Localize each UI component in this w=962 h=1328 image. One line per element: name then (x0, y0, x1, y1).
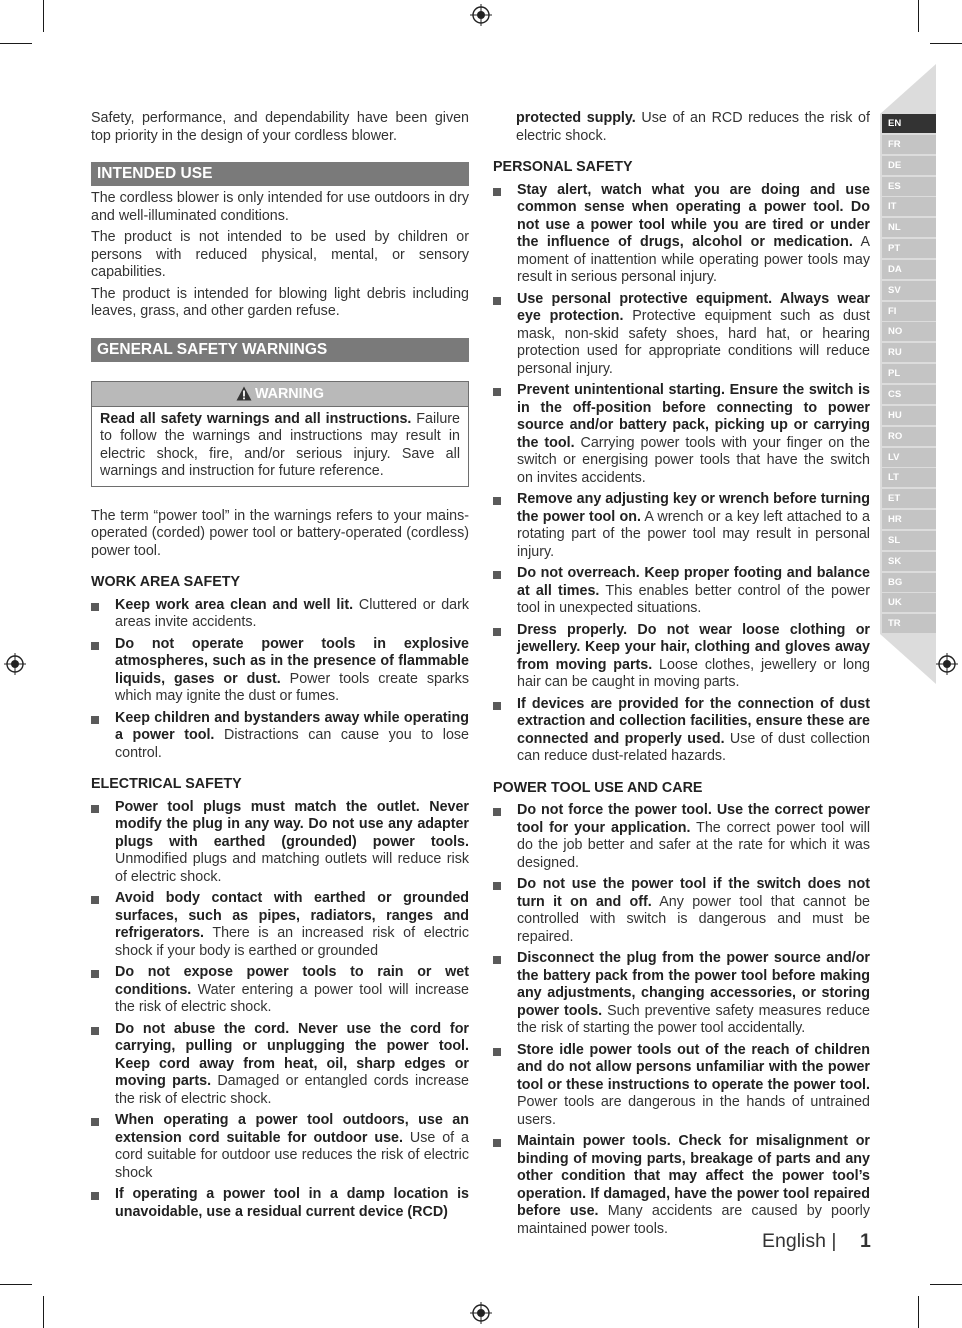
list-item-text: Protective equipment such as dust mask, non-skid safety shoes, hard hat, or hearing protection used for appropriate conditions will reduce personal injury. (517, 308, 870, 377)
registration-mark-icon (470, 4, 492, 26)
list-item-bold: Do not use the power tool if the switch does not turn it on and off. (517, 876, 870, 910)
language-tab-et[interactable]: ET (882, 489, 936, 508)
language-tab-pt[interactable]: PT (882, 239, 936, 258)
list-item-bold: Do not force the power tool. Use the correct power tool for your application. (517, 802, 870, 836)
list-item-bold: Do not abuse the cord. Never use the cord for carrying, pulling or unplugging the power tool. Keep cord away from heat, oil, sharp edges or moving parts. (115, 1020, 469, 1089)
intended-use-paragraph: The cordless blower is only intended for use outdoors in dry and well-illuminated conditions. (91, 190, 469, 224)
crop-mark (43, 1296, 44, 1328)
warning-text (92, 407, 468, 486)
list-item-bold: When operating a power tool outdoors, use an extension cord suitable for outdoor use. (115, 1112, 469, 1146)
list-item (493, 182, 870, 287)
bullet-square-icon (91, 603, 99, 611)
bullet-square-icon (493, 497, 501, 505)
bullet-square-icon (91, 896, 99, 904)
list-item-bold: If devices are provided for the connection of dust extraction and collection facilities, ensure these are connected and properly used. (517, 695, 870, 747)
language-tab-uk[interactable]: UK (882, 593, 936, 612)
list-item-text: Any power tool that cannot be controlled with switch is dangerous and must be repaired. (517, 893, 870, 945)
intro-paragraph: Safety, performance, and dependability have been given top priority in the design of your cordless blower. (91, 110, 469, 144)
list-item-text: Distractions can cause you to lose control. (115, 727, 470, 761)
list-item-bold: Prevent unintentional starting. Ensure the switch is in the off-position before connecting to power source and/or battery pack, picking up or carrying the tool. (517, 382, 870, 451)
list-item (493, 876, 870, 946)
list-item-bold: Dress properly. Do not wear loose clothing or jewellery. Keep your hair, clothing and gloves away from moving parts. (517, 621, 870, 673)
language-tab-no[interactable]: NO (882, 322, 936, 341)
personal-list (493, 182, 870, 766)
list-item-text: This enables better control of the power tool in unexpected situations. (517, 582, 870, 616)
language-tab-en[interactable]: EN (882, 114, 936, 133)
language-tab-ru[interactable]: RU (882, 343, 936, 362)
list-item-text: There is an increased risk of electric shock if your body is earthed or grounded (115, 925, 469, 959)
language-tab-tr[interactable]: TR (882, 614, 936, 633)
bullet-square-icon (91, 805, 99, 813)
bullet-square-icon (493, 702, 501, 710)
list-item-text: Damaged or entangled cords increase the risk of electric shock. (115, 1073, 469, 1107)
intended-use-paragraph: The product is intended for blowing light debris including leaves, grass, and other garden refuse. (91, 285, 469, 319)
list-item-bold: Keep children and bystanders away while operating a power tool. (115, 709, 469, 743)
language-tab-list (882, 114, 936, 635)
bullet-square-icon (493, 571, 501, 579)
language-tab-es[interactable]: ES (882, 177, 936, 196)
list-item-bold: If operating a power tool in a damp location is unavoidable, use a residual current device (RCD) (115, 1186, 469, 1220)
list-item-bold: Do not operate power tools in explosive atmospheres, such as in the presence of flammable liquids, gases or dust. (115, 635, 469, 687)
language-tab-hu[interactable]: HU (882, 406, 936, 425)
list-item-text: The correct power tool will do the job better and safer at the rate for which it was designed. (517, 819, 870, 871)
list-item (91, 890, 469, 960)
bullet-square-icon (493, 1139, 501, 1147)
list-item (493, 491, 870, 561)
bullet-square-icon (493, 388, 501, 396)
list-item-bold: Maintain power tools. Check for misalignment or binding of moving parts, breakage of parts and any other condition that may affect the power tool’s operation. If damaged, have the power tool repaired before use. (517, 1133, 870, 1219)
list-item-text: Cluttered or dark areas invite accidents. (115, 596, 470, 630)
language-tab-hr[interactable]: HR (882, 510, 936, 529)
language-tab-nl[interactable]: NL (882, 218, 936, 237)
bullet-square-icon (493, 297, 501, 305)
crop-mark (0, 1284, 32, 1285)
list-item-text: Power tools are dangerous in the hands of untrained users. (517, 1094, 870, 1128)
list-item-bold: Do not expose power tools to rain or wet conditions. (115, 964, 469, 998)
warning-label: WARNING (254, 385, 325, 402)
list-item-bold: Use personal protective equipment. Always wear eye protection. (517, 290, 870, 324)
crop-mark (43, 0, 44, 32)
language-tab-bg[interactable]: BG (882, 573, 936, 592)
registration-mark-icon (470, 1302, 492, 1324)
tool-use-list (493, 802, 870, 1238)
bullet-square-icon (91, 642, 99, 650)
bullet-square-icon (493, 188, 501, 196)
list-item-text: Such preventive safety measures reduce the risk of starting the power tool accidentally. (517, 1002, 870, 1036)
section-heading-general-safety: GENERAL SAFETY WARNINGS (91, 338, 469, 362)
warning-box-header (92, 382, 468, 407)
language-tab-da[interactable]: DA (882, 260, 936, 279)
crop-mark (930, 1284, 962, 1285)
rcd-text: Use of an RCD reduces the risk of electric shock. (516, 110, 870, 144)
subheading-personal: PERSONAL SAFETY (493, 159, 633, 175)
language-tab-lt[interactable]: LT (882, 468, 936, 487)
registration-mark-icon (936, 653, 958, 675)
crop-mark (930, 43, 962, 44)
list-item-bold: Power tool plugs must match the outlet. Never modify the plug in any way. Do not use any adapter plugs with earthed (grounded) power tools. (115, 798, 469, 850)
list-item (91, 710, 469, 763)
list-item-text: Power tools create sparks which may ignite the dust or fumes. (115, 670, 469, 704)
list-item-text: Many accidents are caused by poorly maintained power tools. (517, 1203, 871, 1237)
language-tab-cs[interactable]: CS (882, 385, 936, 404)
list-item (91, 636, 469, 706)
list-item (91, 1112, 469, 1182)
warning-triangle-icon (236, 386, 252, 401)
bullet-square-icon (493, 808, 501, 816)
list-item-bold: Avoid body contact with earthed or grounded surfaces, such as pipes, radiators, ranges and refrigerators. (115, 890, 469, 941)
list-item (91, 1186, 469, 1221)
list-item-bold: Disconnect the plug from the power source and/or the battery pack from the power tool before making any adjustments, changing accessories, or storing power tools. (517, 950, 870, 1019)
language-tab-sk[interactable]: SK (882, 552, 936, 571)
list-item (493, 622, 870, 692)
list-item-text: A moment of inattention while operating power tools may result in serious personal injury. (517, 234, 870, 285)
page-footer (762, 1229, 871, 1253)
list-item (493, 291, 870, 379)
list-item (91, 964, 469, 1017)
list-item-text: Use of a cord suitable for outdoor use reduces the risk of electric shock (115, 1129, 470, 1181)
right-column (493, 110, 870, 1242)
warning-bold-text: Read all safety warnings and all instructions. (100, 410, 412, 427)
warning-box (91, 381, 469, 487)
list-item (493, 1042, 870, 1130)
list-item (91, 799, 469, 887)
bullet-square-icon (493, 628, 501, 636)
language-tab-de[interactable]: DE (882, 156, 936, 175)
list-item (493, 950, 870, 1038)
language-tab-it[interactable]: IT (882, 197, 936, 216)
language-tab-pl[interactable]: PL (882, 364, 936, 383)
list-item (493, 382, 870, 487)
language-tab-ro[interactable]: RO (882, 427, 936, 446)
list-item-text: Use of dust collection can reduce dust-related hazards. (517, 730, 870, 764)
list-item-text: Carrying power tools with your finger on the switch or energising power tools that have the switch on invites accidents. (517, 434, 871, 486)
rcd-bold: protected supply. (516, 110, 636, 126)
list-item-bold: Stay alert, watch what you are doing and use common sense when operating a power tool. Do not use a power tool while you are tired or under the influence of drugs, alcohol or medication. (517, 181, 870, 250)
bullet-square-icon (91, 1118, 99, 1126)
subheading-work-area: WORK AREA SAFETY (91, 574, 241, 590)
bullet-square-icon (493, 956, 501, 964)
crop-mark (918, 1296, 919, 1328)
intended-use-paragraph: The product is not intended to be used by children or persons with reduced physical, mental, or sensory capabilities. (91, 229, 469, 280)
language-tab-sv[interactable]: SV (882, 281, 936, 300)
section-heading-intended-use: INTENDED USE (91, 162, 469, 186)
list-item-bold: Do not overreach. Keep proper footing and balance at all times. (517, 565, 870, 599)
left-column (91, 110, 469, 1225)
list-item (493, 696, 870, 766)
bullet-square-icon (91, 970, 99, 978)
subheading-electrical: ELECTRICAL SAFETY (91, 776, 242, 792)
list-item (493, 802, 870, 872)
language-tab-fi[interactable]: FI (882, 302, 936, 321)
rcd-continued-paragraph (493, 110, 870, 145)
list-item (493, 565, 870, 618)
list-item-text: A wrench or a key left attached to a rotating part of the power tool may result in personal injury. (517, 508, 870, 560)
list-item-bold: Keep work area clean and well lit. (115, 596, 354, 613)
bullet-square-icon (91, 716, 99, 724)
list-item-text: Water entering a power tool will increase the risk of electric shock. (115, 981, 469, 1015)
list-item (91, 597, 469, 632)
bullet-square-icon (493, 1048, 501, 1056)
list-item-text: Unmodified plugs and matching outlets will reduce risk of electric shock. (115, 851, 469, 885)
bullet-square-icon (91, 1027, 99, 1035)
subheading-tool-use: POWER TOOL USE AND CARE (493, 779, 703, 796)
work-area-list (91, 597, 469, 763)
bullet-square-icon (91, 1192, 99, 1200)
registration-mark-icon (4, 653, 26, 675)
crop-mark (0, 43, 32, 44)
page-number: 1 (860, 1230, 871, 1252)
bullet-square-icon (493, 882, 501, 890)
list-item (91, 1021, 469, 1109)
electrical-list (91, 799, 469, 1222)
list-item-text: Loose clothes, jewellery or long hair can be caught in moving parts. (517, 656, 870, 690)
list-item-bold: Remove any adjusting key or wrench before turning the power tool on. (517, 491, 870, 525)
crop-mark (918, 0, 919, 32)
list-item (493, 1133, 870, 1238)
language-tab-sl[interactable]: SL (882, 531, 936, 550)
language-tab-lv[interactable]: LV (882, 448, 936, 467)
list-item-bold: Store idle power tools out of the reach of children and do not allow persons unfamiliar with the power tool or these instructions to operate the power tool. (517, 1041, 870, 1093)
language-tab-fr[interactable]: FR (882, 135, 936, 154)
footer-language: English | (762, 1230, 837, 1252)
power-tool-term-paragraph: The term “power tool” in the warnings refers to your mains-operated (corded) power tool or battery-operated (cordless) power tool. (91, 507, 469, 559)
warning-body-text: Failure to follow the warnings and instructions may result in electric shock, fire, and/or serious injury. Save all warnings and instruction for future reference. (100, 410, 460, 479)
